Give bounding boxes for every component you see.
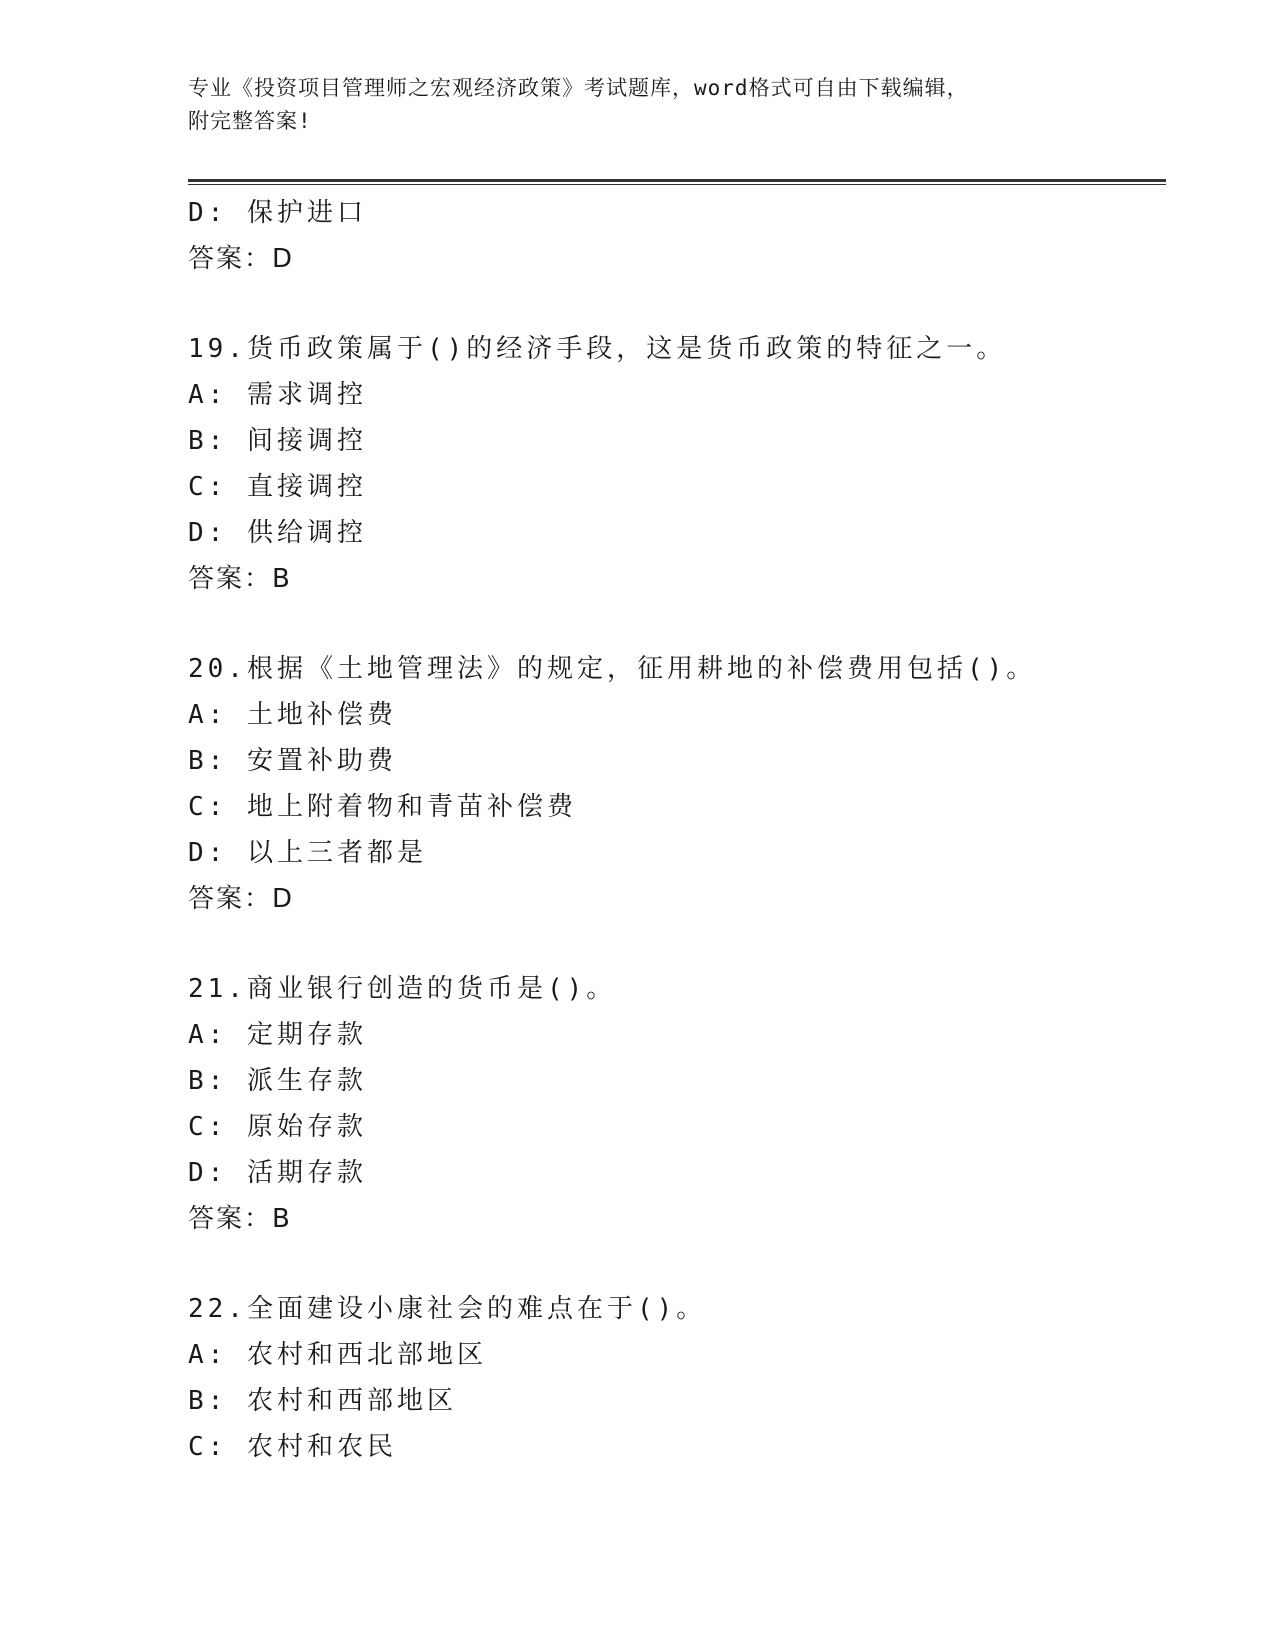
option-a: A: 农村和西北部地区 xyxy=(188,1340,487,1370)
question-stem: 21.商业银行创造的货币是()。 xyxy=(188,974,617,1004)
header-line-1: 专业《投资项目管理师之宏观经济政策》考试题库，word格式可自由下载编辑， xyxy=(188,76,969,100)
question-20 xyxy=(188,646,1168,922)
option-a: A: 土地补偿费 xyxy=(188,700,397,730)
question-19 xyxy=(188,326,1168,602)
option-d: D: 供给调控 xyxy=(188,518,367,548)
header-line-2: 附完整答案! xyxy=(188,109,312,133)
option-d: D: 保护进口 xyxy=(188,198,367,228)
option-b: B: 派生存款 xyxy=(188,1066,367,1096)
header-divider-thick xyxy=(188,179,1166,182)
option-c: C: 原始存款 xyxy=(188,1112,367,1142)
option-a: A: 需求调控 xyxy=(188,380,367,410)
option-b: B: 间接调控 xyxy=(188,426,367,456)
spacer xyxy=(188,282,1168,326)
answer-line: 答案：B xyxy=(188,1204,292,1234)
answer-line: 答案：D xyxy=(188,244,295,274)
spacer xyxy=(188,602,1168,646)
question-stem: 22.全面建设小康社会的难点在于()。 xyxy=(188,1294,707,1324)
question-stem: 20.根据《土地管理法》的规定，征用耕地的补偿费用包括()。 xyxy=(188,654,1037,684)
spacer xyxy=(188,922,1168,966)
answer-line: 答案：D xyxy=(188,884,295,914)
option-c: C: 地上附着物和青苗补偿费 xyxy=(188,792,577,822)
answer-line: 答案：B xyxy=(188,564,292,594)
question-list xyxy=(188,190,1168,1470)
spacer xyxy=(188,1242,1168,1286)
question-21 xyxy=(188,966,1168,1242)
option-b: B: 安置补助费 xyxy=(188,746,397,776)
option-d: D: 活期存款 xyxy=(188,1158,367,1188)
option-a: A: 定期存款 xyxy=(188,1020,367,1050)
document-header xyxy=(188,72,1168,138)
question-stem: 19.货币政策属于()的经济手段，这是货币政策的特征之一。 xyxy=(188,334,1007,364)
option-c: C: 直接调控 xyxy=(188,472,367,502)
option-c: C: 农村和农民 xyxy=(188,1432,397,1462)
option-b: B: 农村和西部地区 xyxy=(188,1386,457,1416)
header-divider-thin xyxy=(188,184,1166,185)
question-22 xyxy=(188,1286,1168,1470)
option-d: D: 以上三者都是 xyxy=(188,838,427,868)
